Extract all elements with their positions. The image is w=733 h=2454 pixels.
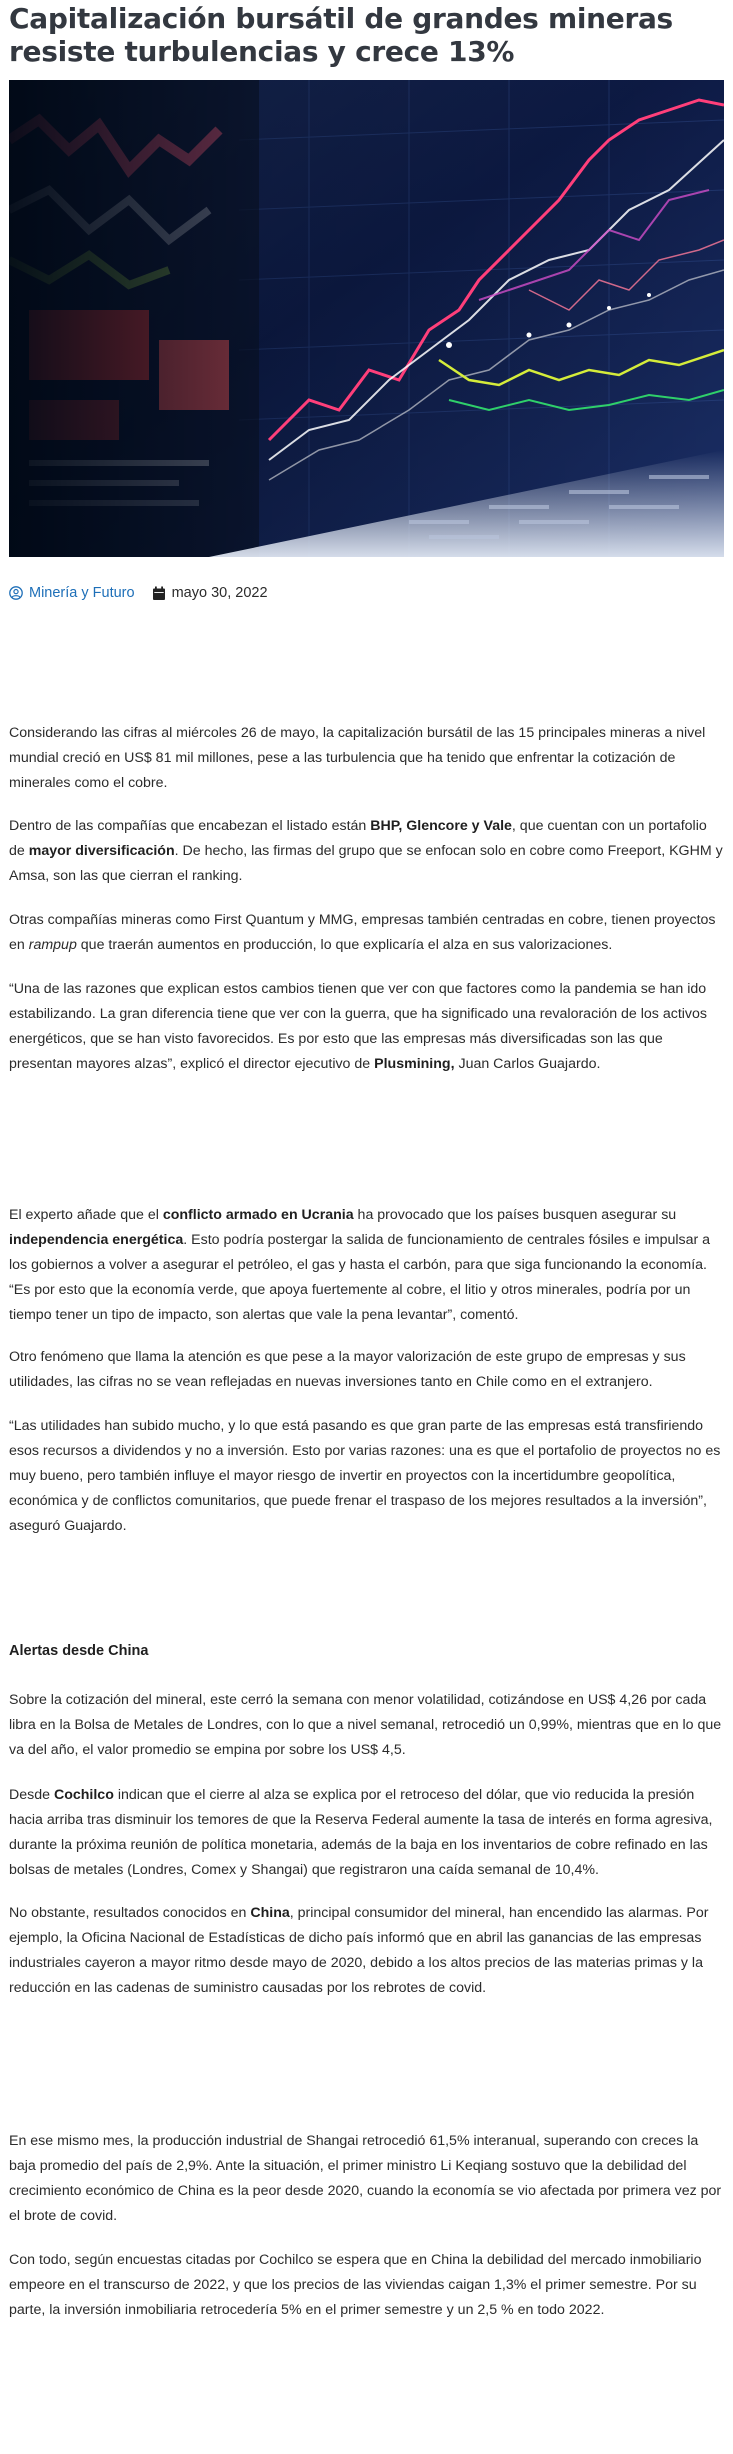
paragraph-9: Desde Cochilco indican que el cierre al alza se explica por el retroceso del dólar, que vio reducida la presión hacia arriba tras disminuir los temores de que la Reserva Federal aumente la tasa de interés en forma agresiva, durante la próxima reunión de política monetaria, además de la baja en los inventarios de cobre refinado en las bolsas de metales (Londres, Comex y Shangai) que registraron una caída semanal de 10,4%. — [9, 1787, 713, 1878]
paragraph-8: Sobre la cotización del mineral, este cerró la semana con menor volatilidad, cotizándose en US$ 4,26 por cada libra en la Bolsa de Metales de Londres, con lo que a nivel semanal, retrocedió un 0,99%, mientras que en lo que va del año, el valor promedio se empina por sobre los US$ 4,5. — [9, 1692, 722, 1758]
calendar-icon — [152, 586, 166, 601]
paragraph-2: Dentro de las compañías que encabezan el listado están BHP, Glencore y Vale, que cuentan con un portafolio de mayor diversificación. De hecho, las firmas del grupo que se enfocan solo en cobre como Freeport, KGHM y Amsa, son las que cierran el ranking. — [9, 818, 723, 884]
author-name: Minería y Futuro — [29, 585, 135, 601]
date-text: mayo 30, 2022 — [171, 585, 268, 601]
paragraph-6: Otro fenómeno que llama la atención es que pese a la mayor valorización de este grupo de empresas y sus utilidades, las cifras no se vean reflejadas en nuevas inversiones tanto en Chile como en el extranjero. — [9, 1349, 686, 1390]
article-meta — [9, 583, 268, 603]
user-circle-icon — [9, 586, 23, 600]
publish-date — [152, 585, 268, 601]
paragraph-4: “Una de las razones que explican estos cambios tienen que ver con que factores como la pandemia se han ido estabilizando. La gran diferencia tiene que ver con la guerra, que ha significado una revaloración de los activos energéticos, que se han visto favorecidos. Es por esto que las empresas más diversificadas son las que presentan mayores alzas”, explicó el director ejecutivo de Plusmining, Juan Carlos Guajardo. — [9, 981, 707, 1072]
hero-image — [9, 80, 724, 557]
paragraph-10: No obstante, resultados conocidos en China, principal consumidor del mineral, han encendido las alarmas. Por ejemplo, la Oficina Nacional de Estadísticas de dicho país informó que en abril las ganancias de las empresas industriales cayeron a mayor ritmo desde mayo de 2020, debido a los altos precios de las materias primas y la reducción en las cadenas de suministro causadas por los rebrotes de covid. — [9, 1905, 709, 1996]
paragraph-11: En ese mismo mes, la producción industrial de Shangai retrocedió 61,5% interanual, superando con creces la baja promedio del país de 2,9%. Ante la situación, el primer ministro Li Keqiang sostuvo que la debilidad del crecimiento económico de China es la peor desde 2020, cuando la economía se vio afectada por primera vez por el brote de covid. — [9, 2133, 722, 2224]
section-heading: Alertas desde China — [9, 1643, 149, 1659]
paragraph-7: “Las utilidades han subido mucho, y lo que está pasando es que gran parte de las empresas está transfiriendo esos recursos a dividendos y no a inversión. Esto por varias razones: una es que el portafolio de proyectos no es muy bueno, pero también influye el mayor riesgo de invertir en proyectos con la incertidumbre geopolítica, económica y de conflictos comunitarios, que puede frenar el traspaso de los mejores resultados a la inversión”, aseguró Guajardo. — [9, 1418, 721, 1534]
article-title: Capitalización bursátil de grandes mineras resiste turbulencias y crece 13% — [9, 2, 673, 68]
article — [9, 0, 724, 2318]
paragraph-3: Otras compañías mineras como First Quantum y MMG, empresas también centradas en cobre, tienen proyectos en rampup que traerán aumentos en producción, lo que explicaría el alza en sus valorizaciones. — [9, 912, 716, 953]
paragraph-1: Considerando las cifras al miércoles 26 de mayo, la capitalización bursátil de las 15 principales mineras a nivel mundial creció en US$ 81 mil millones, pese a las turbulencia que ha tenido que enfrentar la cotización de minerales como el cobre. — [9, 725, 706, 791]
author-link[interactable] — [9, 585, 135, 601]
paragraph-12: Con todo, según encuestas citadas por Cochilco se espera que en China la debilidad del mercado inmobiliario empeore en el transcurso de 2022, y que los precios de las viviendas caigan 1,3% el primer semestre. Por su parte, la inversión inmobiliaria retrocedería 5% en el primer semestre y un 2,5 % en todo 2022. — [9, 2252, 702, 2318]
paragraph-5: El experto añade que el conflicto armado en Ucrania ha provocado que los países busquen asegurar su independencia energética. Esto podría postergar la salida de funcionamiento de centrales fósiles e impulsar a los gobiernos a volver a asegurar el petróleo, el gas y hasta el carbón, para que siga funcionando la economía. “Es por esto que la economía verde, que apoya fuertemente al cobre, el litio y otros minerales, podría por un tiempo tener un tipo de impacto, son alertas que vale la pena levantar”, comentó. — [9, 1207, 711, 1323]
